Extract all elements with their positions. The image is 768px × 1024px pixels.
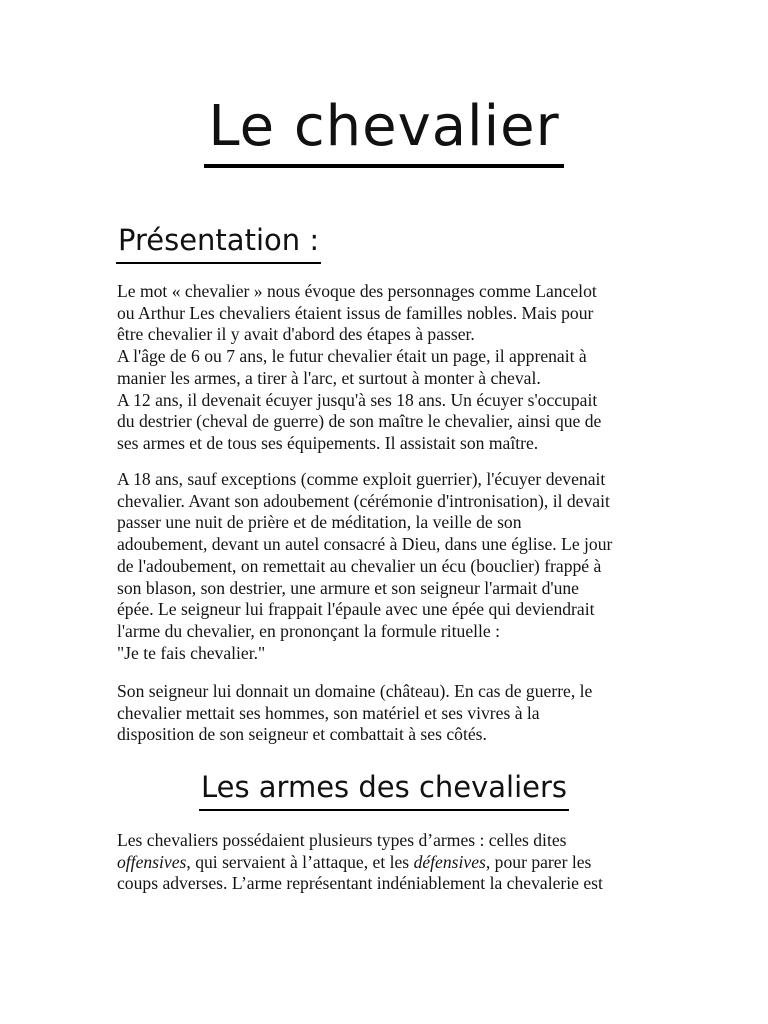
document-title-text: Le chevalier — [204, 92, 563, 168]
document-title — [0, 92, 768, 168]
text-fragment: , pour parer les — [485, 851, 592, 872]
text-line: A 18 ans, sauf exceptions (comme exploit guerrier), l'écuyer devenait — [117, 469, 606, 489]
italic-term-defensives: défensives — [413, 851, 486, 872]
text-line: A 12 ans, il devenait écuyer jusqu'à ses 18 ans. Un écuyer s'occupait — [117, 389, 598, 410]
paragraph-domaine — [117, 681, 657, 746]
section-heading-presentation-text: Présentation : — [116, 221, 321, 264]
italic-term-offensives: offensives — [117, 851, 187, 872]
paragraph-introduction — [117, 281, 657, 455]
text-line: l'arme du chevalier, en prononçant la formule rituelle : — [117, 620, 501, 641]
text-line: ou Arthur Les chevaliers étaient issus de familles nobles. Mais pour — [117, 302, 594, 323]
text-line: du destrier (cheval de guerre) de son maître le chevalier, ainsi que de — [117, 411, 602, 432]
text-line: manier les armes, a tirer à l'arc, et surtout à monter à cheval. — [117, 367, 541, 388]
section-heading-presentation — [116, 221, 321, 264]
text-line: coups adverses. L’arme représentant indéniablement la chevalerie est — [117, 873, 603, 894]
text-line: Les chevaliers possédaient plusieurs types d’armes : celles dites — [117, 830, 567, 850]
text-line: passer une nuit de prière et de méditation, la veille de son — [117, 512, 522, 533]
text-fragment: , qui servaient à l’attaque, et les — [186, 851, 414, 872]
section-heading-armes-text: Les armes des chevaliers — [199, 768, 569, 811]
text-line: son blason, son destrier, une armure et son seigneur l'armait d'une — [117, 577, 579, 598]
text-line: "Je te fais chevalier." — [117, 642, 266, 663]
text-line: de l'adoubement, on remettait au chevalier un écu (bouclier) frappé à — [117, 555, 602, 576]
text-line: épée. Le seigneur lui frappait l'épaule avec une épée qui deviendrait — [117, 599, 595, 620]
section-heading-armes — [0, 768, 768, 811]
text-line: A l'âge de 6 ou 7 ans, le futur chevalier était un page, il apprenait à — [117, 346, 587, 367]
text-line: disposition de son seigneur et combattait à ses côtés. — [117, 724, 487, 745]
text-line: ses armes et de tous ses équipements. Il assistait son maître. — [117, 432, 539, 453]
text-line-mixed — [117, 852, 657, 874]
text-line: Le mot « chevalier » nous évoque des personnages comme Lancelot — [117, 281, 597, 301]
text-line: être chevalier il y avait d'abord des étapes à passer. — [117, 324, 475, 345]
text-line: chevalier mettait ses hommes, son matériel et ses vivres à la — [117, 702, 540, 723]
paragraph-armes — [117, 830, 657, 895]
text-line: chevalier. Avant son adoubement (cérémonie d'intronisation), il devait — [117, 490, 610, 511]
text-line: Son seigneur lui donnait un domaine (château). En cas de guerre, le — [117, 681, 593, 701]
paragraph-adoubement — [117, 469, 657, 664]
text-line: adoubement, devant un autel consacré à Dieu, dans une église. Le jour — [117, 534, 613, 555]
